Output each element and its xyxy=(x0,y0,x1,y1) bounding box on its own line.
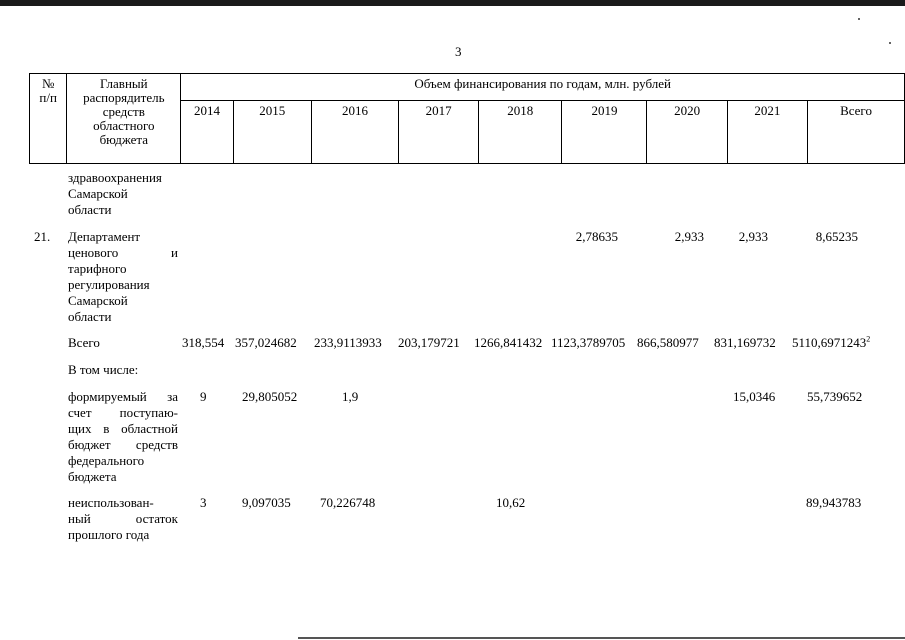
holder-name-word: за xyxy=(167,389,178,404)
year-header-2014: 2014 xyxy=(181,101,233,164)
holder-name-word: поступаю- xyxy=(119,405,178,420)
holder-name-line: тарифного xyxy=(68,261,127,276)
year-header-2015: 2015 xyxy=(233,101,311,164)
year-header-2018: 2018 xyxy=(479,101,562,164)
value-2014: 3 xyxy=(200,495,207,510)
value-2021: 2,933 xyxy=(738,229,768,244)
holder-name xyxy=(68,229,178,325)
col-holder-label: бюджета xyxy=(99,132,149,147)
scan-speck xyxy=(889,42,891,44)
holder-name xyxy=(68,495,178,543)
value-2021: 831,169732 xyxy=(714,335,776,350)
holder-name-word: ный xyxy=(68,511,91,526)
scan-speck xyxy=(858,18,860,20)
col-holder-label: средств xyxy=(102,104,145,119)
holder-name-line: области xyxy=(68,309,112,324)
holder-name-word: счет xyxy=(68,405,92,420)
holder-name-line xyxy=(68,389,178,405)
bottom-scan-border xyxy=(298,637,905,639)
holder-name-word: ценового xyxy=(68,245,119,260)
value-total: 89,943783 xyxy=(806,495,862,510)
including-label: В том числе: xyxy=(68,362,139,377)
holder-name-line: бюджета xyxy=(68,469,117,484)
row-number: 21. xyxy=(34,229,51,244)
page-number: 3 xyxy=(455,44,462,59)
holder-name-line xyxy=(68,405,178,421)
year-header-2016: 2016 xyxy=(311,101,398,164)
holder-name-line: Самарской xyxy=(68,186,128,201)
holder-name-line: прошлого года xyxy=(68,527,150,542)
value-total: 8,65235 xyxy=(815,229,858,244)
top-scan-border xyxy=(0,0,905,6)
holder-name-line: области xyxy=(68,202,112,217)
holder-name-word: в xyxy=(103,421,110,436)
value-2017: 203,179721 xyxy=(398,335,460,350)
value-2015: 357,024682 xyxy=(235,335,297,350)
value-2016: 70,226748 xyxy=(320,495,376,510)
value-2019: 2,78635 xyxy=(575,229,618,244)
year-header-2021: 2021 xyxy=(727,101,807,164)
col-holder-label: Главный xyxy=(100,76,148,91)
holder-name-line: регулирования xyxy=(68,277,150,292)
holder-name-line xyxy=(68,437,178,453)
year-header-2017: 2017 xyxy=(398,101,478,164)
year-header-2020: 2020 xyxy=(647,101,727,164)
year-header-2019: 2019 xyxy=(562,101,647,164)
value-2021: 15,0346 xyxy=(733,389,776,404)
holder-name-word: областной xyxy=(121,421,178,436)
col-number-header xyxy=(30,74,67,164)
value-2020: 866,580977 xyxy=(637,335,699,350)
value-2015: 29,805052 xyxy=(242,389,298,404)
holder-name-line xyxy=(68,245,178,261)
col-number-label: № xyxy=(41,76,55,91)
value-2018: 10,62 xyxy=(496,495,526,510)
holder-name-word: и xyxy=(171,245,178,260)
holder-name-line: Департамент xyxy=(68,229,141,244)
funding-group-header: Объем финансирования по годам, млн. рублей xyxy=(181,74,905,101)
holder-name xyxy=(68,389,178,485)
total-label: Всего xyxy=(68,335,100,350)
holder-name-word: средств xyxy=(135,437,178,452)
holder-name-line xyxy=(68,511,178,527)
footnote-marker: 2 xyxy=(866,334,871,344)
holder-name-word: остаток xyxy=(135,511,178,526)
holder-name-line: здравоохранения xyxy=(68,170,162,185)
col-holder-label: распорядитель xyxy=(83,90,165,105)
col-number-label: п/п xyxy=(39,90,57,105)
value-total-number: 5110,6971243 xyxy=(792,335,867,350)
col-holder-label: областного xyxy=(93,118,155,133)
holder-name-word: щих xyxy=(68,421,92,436)
financing-table-header xyxy=(29,73,905,164)
value-2014: 9 xyxy=(200,389,207,404)
value-total: 55,739652 xyxy=(807,389,863,404)
value-2016: 1,9 xyxy=(342,389,359,404)
holder-name-word: формируемый xyxy=(68,389,147,404)
holder-name-line xyxy=(68,421,178,437)
value-2020: 2,933 xyxy=(674,229,704,244)
total-header: Всего xyxy=(808,101,905,164)
holder-name-line: неиспользован- xyxy=(68,495,154,510)
holder-name-line: федерального xyxy=(68,453,145,468)
value-2016: 233,9113933 xyxy=(314,335,382,350)
value-2019: 1123,3789705 xyxy=(551,335,626,350)
value-2015: 9,097035 xyxy=(242,495,291,510)
value-total xyxy=(792,335,870,351)
value-2014: 318,554 xyxy=(182,335,225,350)
col-holder-header xyxy=(67,74,181,164)
value-2018: 1266,841432 xyxy=(474,335,543,350)
holder-name-line: Самарской xyxy=(68,293,128,308)
holder-name-word: бюджет xyxy=(68,437,111,452)
